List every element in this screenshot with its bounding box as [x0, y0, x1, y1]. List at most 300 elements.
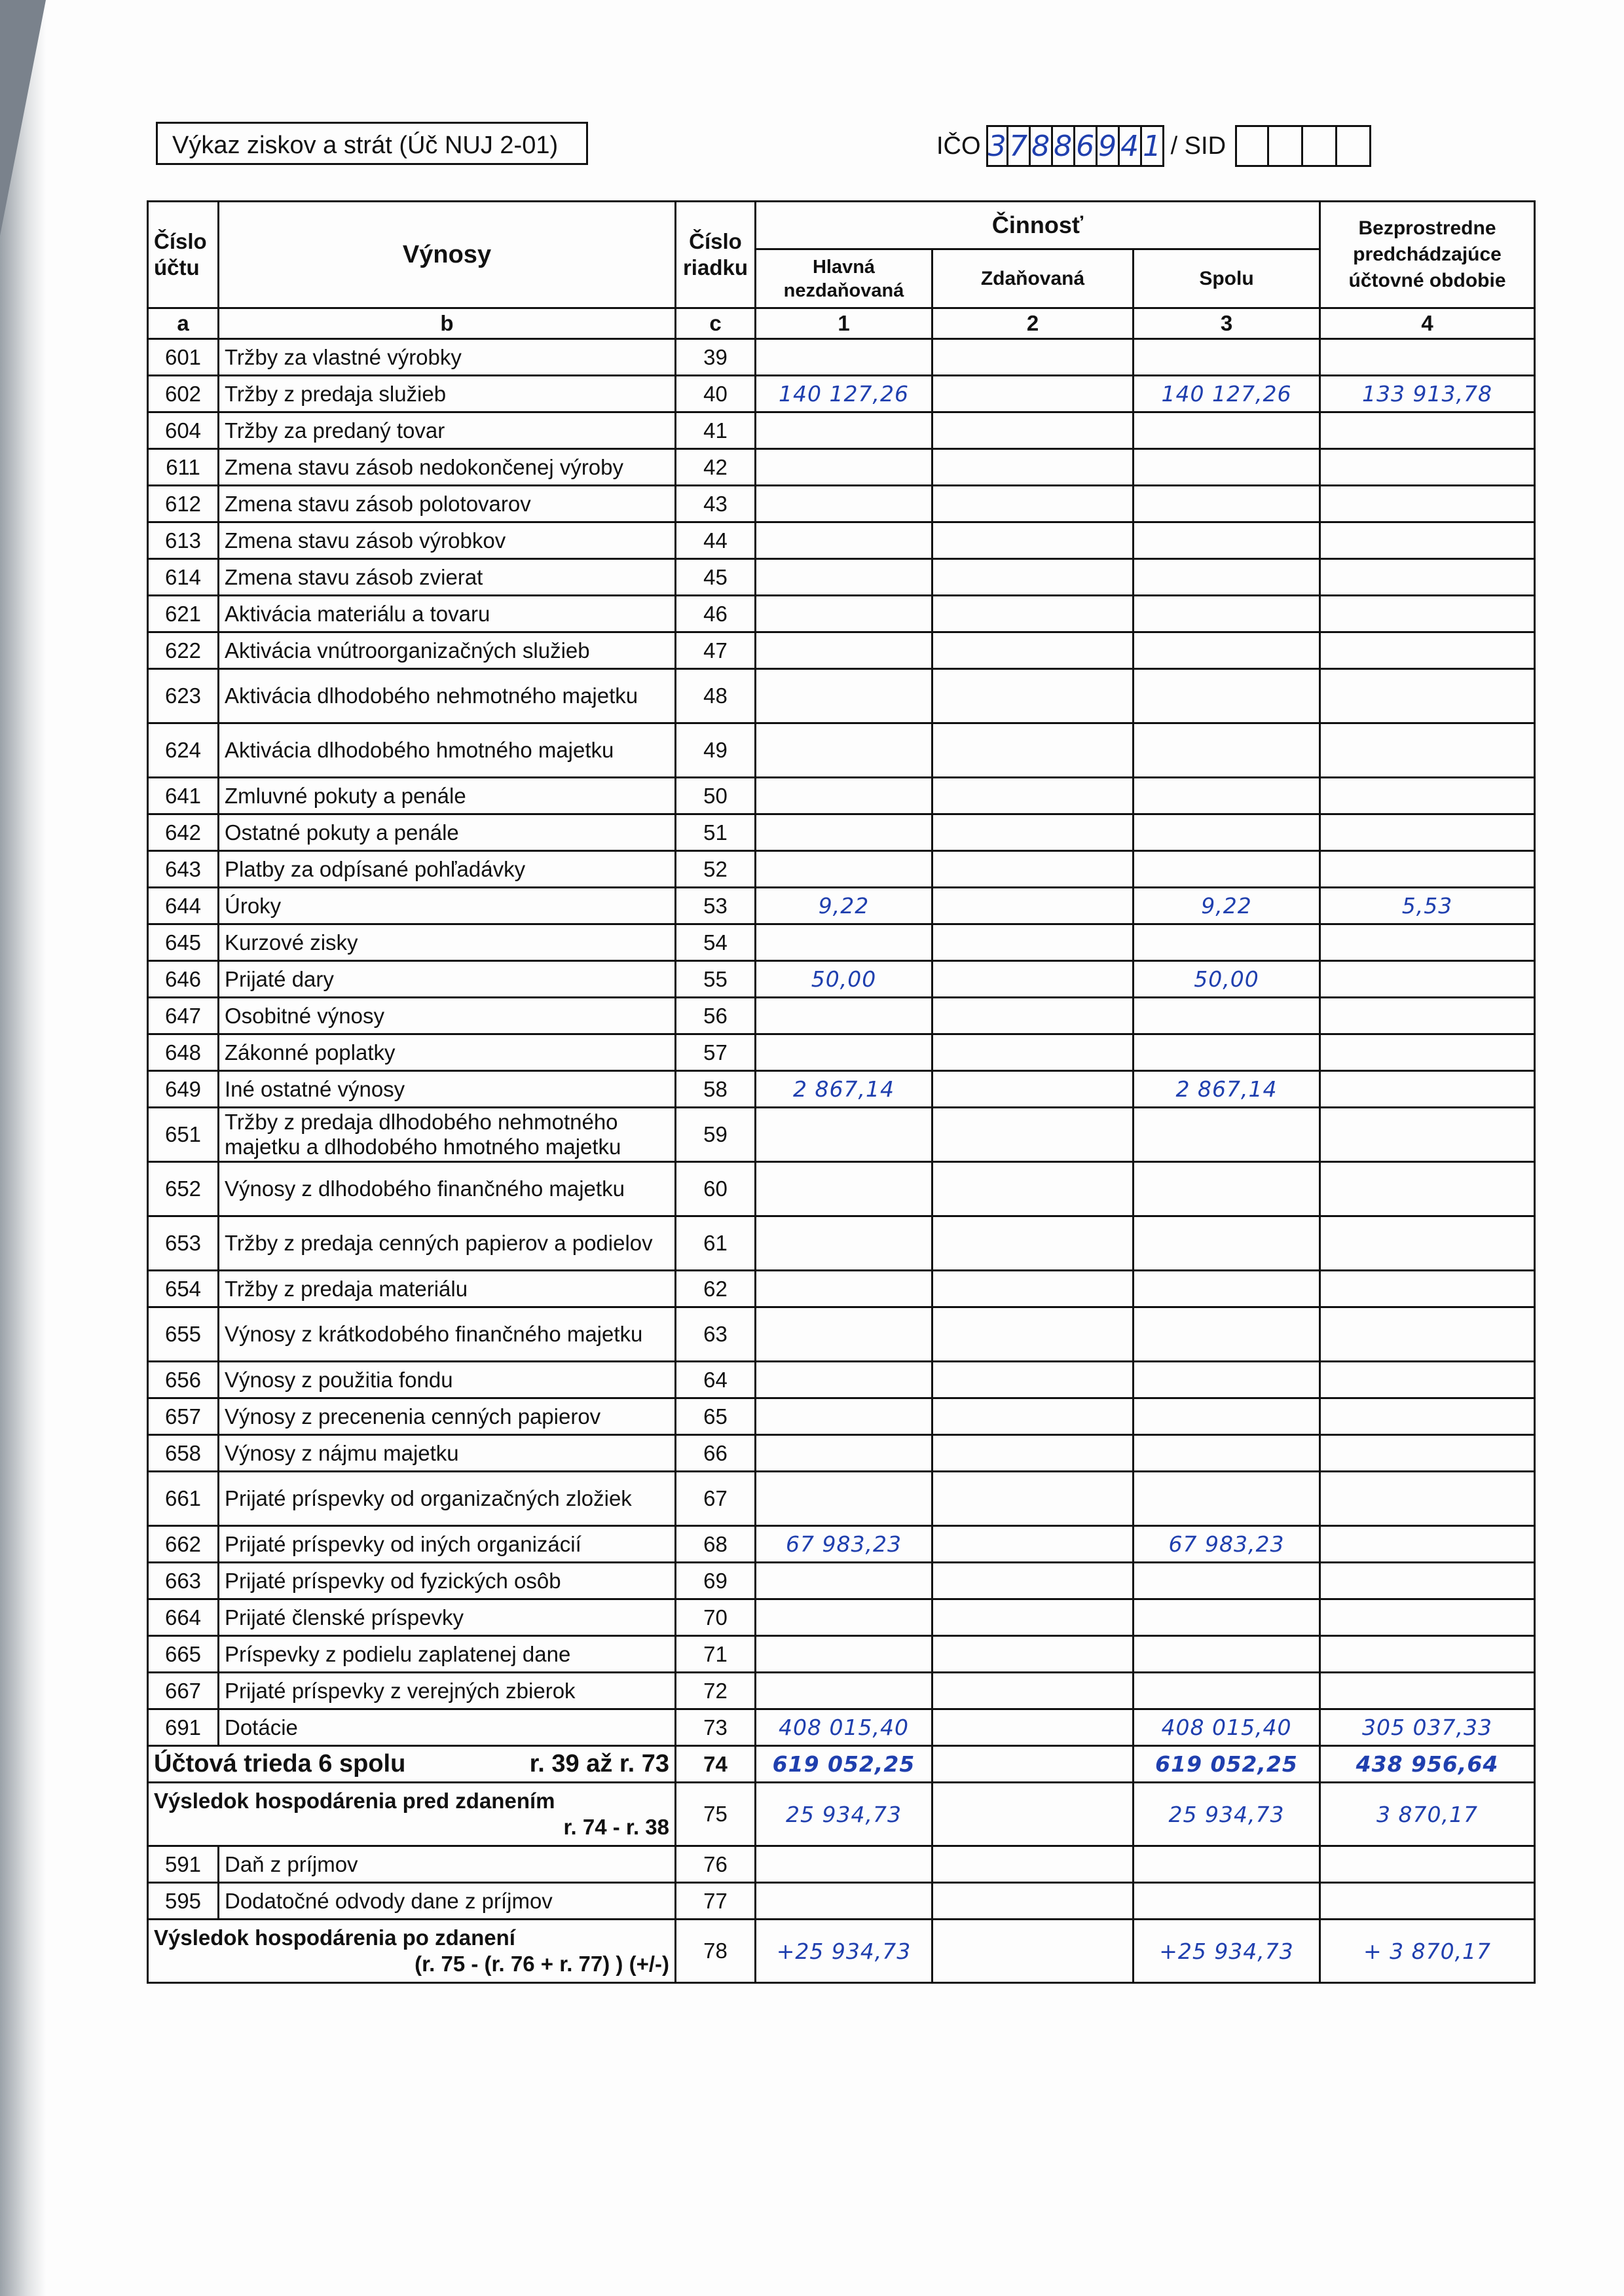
account-name: Výnosy z krátkodobého finančného majetku [219, 1307, 676, 1362]
ico-digit[interactable]: 3 [986, 125, 1008, 167]
value-col2[interactable] [932, 449, 1134, 486]
value-col4[interactable] [1320, 1071, 1535, 1108]
value-col4[interactable] [1320, 1216, 1535, 1271]
value-col1[interactable]: 619 052,25 [756, 1746, 932, 1783]
value-col3[interactable] [1134, 1034, 1320, 1071]
value-col3[interactable] [1134, 1398, 1320, 1435]
value-col3[interactable]: 25 934,73 [1134, 1783, 1320, 1846]
value-col4[interactable] [1320, 1362, 1535, 1398]
value-col1[interactable] [756, 1398, 932, 1435]
row-number: 69 [676, 1563, 756, 1599]
value-col4[interactable]: + 3 870,17 [1320, 1920, 1535, 1983]
account-name: Aktivácia dlhodobého hmotného majetku [219, 723, 676, 778]
account-number: 611 [148, 449, 219, 486]
value-col2[interactable] [932, 559, 1134, 596]
table-row [148, 1472, 1535, 1526]
value-col1[interactable] [756, 596, 932, 632]
value-col1[interactable] [756, 559, 932, 596]
account-name: Tržby z predaja cenných papierov a podielov [219, 1216, 676, 1271]
value-col1[interactable] [756, 1216, 932, 1271]
value-col4[interactable] [1320, 851, 1535, 888]
value-col4[interactable] [1320, 723, 1535, 778]
ico-digit[interactable]: 6 [1075, 125, 1098, 167]
account-name: Prijaté dary [219, 961, 676, 998]
value-col2[interactable] [932, 486, 1134, 522]
account-number: 648 [148, 1034, 219, 1071]
value-col4[interactable] [1320, 339, 1535, 376]
table-row [148, 632, 1535, 669]
value-col3[interactable]: 50,00 [1134, 961, 1320, 998]
table-row [148, 1673, 1535, 1709]
account-name: Tržby za predaný tovar [219, 412, 676, 449]
row-number: 49 [676, 723, 756, 778]
value-col2[interactable] [932, 1846, 1134, 1883]
value-col2[interactable] [932, 723, 1134, 778]
account-number: 642 [148, 814, 219, 851]
letter-c: c [676, 308, 756, 339]
value-col4[interactable]: 438 956,64 [1320, 1746, 1535, 1783]
account-name: Osobitné výnosy [219, 998, 676, 1034]
account-name: Príspevky z podielu zaplatenej dane [219, 1636, 676, 1673]
value-col4[interactable] [1320, 924, 1535, 961]
value-col2[interactable] [932, 1636, 1134, 1673]
value-col1[interactable] [756, 339, 932, 376]
table-row [148, 814, 1535, 851]
value-col2[interactable] [932, 1746, 1134, 1783]
summary-rows [148, 1746, 1535, 1983]
row-number: 60 [676, 1162, 756, 1216]
value-col1[interactable] [756, 1271, 932, 1307]
account-number: 647 [148, 998, 219, 1034]
table-row [148, 1435, 1535, 1472]
account-number: 664 [148, 1599, 219, 1636]
value-col1[interactable] [756, 814, 932, 851]
value-col3[interactable] [1134, 1307, 1320, 1362]
value-col2[interactable] [932, 1362, 1134, 1398]
table-row [148, 851, 1535, 888]
letter-a: a [148, 308, 219, 339]
value-col4[interactable] [1320, 1563, 1535, 1599]
row-number: 48 [676, 669, 756, 723]
value-col1[interactable]: 408 015,40 [756, 1709, 932, 1746]
value-col2[interactable] [932, 888, 1134, 924]
summary-row-595 [148, 1883, 1535, 1920]
table-row [148, 1563, 1535, 1599]
value-col1[interactable] [756, 632, 932, 669]
value-col3[interactable] [1134, 1563, 1320, 1599]
value-col2[interactable] [932, 998, 1134, 1034]
table-row [148, 1271, 1535, 1307]
trieda6-label: Účtová trieda 6 spolu [154, 1750, 406, 1777]
value-col2[interactable] [932, 1034, 1134, 1071]
row-number: 43 [676, 486, 756, 522]
ico-digit[interactable]: 4 [1120, 125, 1142, 167]
value-col1[interactable] [756, 778, 932, 814]
ico-digit-boxes [986, 125, 1164, 167]
value-col2[interactable] [932, 412, 1134, 449]
value-col4[interactable] [1320, 1673, 1535, 1709]
value-col3[interactable]: 408 015,40 [1134, 1709, 1320, 1746]
value-col1[interactable] [756, 998, 932, 1034]
account-number: 667 [148, 1673, 219, 1709]
table-row [148, 412, 1535, 449]
value-col4[interactable] [1320, 814, 1535, 851]
value-col3[interactable]: 619 052,25 [1134, 1746, 1320, 1783]
po-zdaneni-label: Výsledok hospodárenia po zdanení [154, 1925, 515, 1950]
value-col2[interactable] [932, 814, 1134, 851]
letter-1: 1 [756, 308, 932, 339]
value-col4[interactable] [1320, 1636, 1535, 1673]
header-cislo-uctu: Číslo účtu [148, 202, 219, 308]
row-number: 55 [676, 961, 756, 998]
value-col3[interactable] [1134, 1108, 1320, 1162]
value-col3[interactable]: +25 934,73 [1134, 1920, 1320, 1983]
header-cinnost: Činnosť [756, 202, 1320, 249]
value-col2[interactable] [932, 632, 1134, 669]
row-number: 40 [676, 376, 756, 412]
value-col3[interactable] [1134, 449, 1320, 486]
value-col3[interactable] [1134, 924, 1320, 961]
value-col1[interactable]: 9,22 [756, 888, 932, 924]
value-col1[interactable] [756, 486, 932, 522]
account-name: Prijaté členské príspevky [219, 1599, 676, 1636]
value-col2[interactable] [932, 669, 1134, 723]
account-number: 602 [148, 376, 219, 412]
value-col4[interactable]: 5,53 [1320, 888, 1535, 924]
account-name: Aktivácia vnútroorganizačných služieb [219, 632, 676, 669]
table-row [148, 559, 1535, 596]
value-col3[interactable] [1134, 596, 1320, 632]
value-col4[interactable]: 133 913,78 [1320, 376, 1535, 412]
value-col3[interactable] [1134, 1472, 1320, 1526]
value-col3[interactable] [1134, 1271, 1320, 1307]
folded-corner [0, 0, 46, 236]
account-number: 622 [148, 632, 219, 669]
ico-digit[interactable]: 8 [1053, 125, 1075, 167]
value-col2[interactable] [932, 1472, 1134, 1526]
value-col4[interactable] [1320, 1398, 1535, 1435]
table-row [148, 1362, 1535, 1398]
value-col2[interactable] [932, 1071, 1134, 1108]
value-col1[interactable] [756, 1472, 932, 1526]
row-number: 59 [676, 1108, 756, 1162]
value-col1[interactable]: 2 867,14 [756, 1071, 932, 1108]
value-col4[interactable] [1320, 449, 1535, 486]
value-col2[interactable] [932, 1526, 1134, 1563]
table-row [148, 1108, 1535, 1162]
account-name: Výnosy z precenenia cenných papierov [219, 1398, 676, 1435]
account-number: 663 [148, 1563, 219, 1599]
row-number: 76 [676, 1846, 756, 1883]
value-col4[interactable] [1320, 1526, 1535, 1563]
account-name: Zmena stavu zásob zvierat [219, 559, 676, 596]
value-col2[interactable] [932, 924, 1134, 961]
value-col3[interactable] [1134, 559, 1320, 596]
value-col4[interactable] [1320, 1599, 1535, 1636]
value-col4[interactable] [1320, 1108, 1535, 1162]
value-col1[interactable] [756, 1435, 932, 1472]
value-col3[interactable] [1134, 1846, 1320, 1883]
account-number: 651 [148, 1108, 219, 1162]
row-number: 41 [676, 412, 756, 449]
value-col1[interactable] [756, 723, 932, 778]
table-row [148, 1709, 1535, 1746]
account-name: Zmena stavu zásob polotovarov [219, 486, 676, 522]
value-col2[interactable] [932, 376, 1134, 412]
po-zdaneni-formula: (r. 75 - (r. 76 + r. 77) ) (+/-) [415, 1952, 669, 1976]
table-row [148, 1071, 1535, 1108]
value-col3[interactable]: 2 867,14 [1134, 1071, 1320, 1108]
row-number: 72 [676, 1673, 756, 1709]
value-col3[interactable]: 67 983,23 [1134, 1526, 1320, 1563]
value-col3[interactable] [1134, 1673, 1320, 1709]
row-number: 62 [676, 1271, 756, 1307]
value-col3[interactable] [1134, 1162, 1320, 1216]
value-col4[interactable] [1320, 669, 1535, 723]
value-col2[interactable] [932, 1398, 1134, 1435]
value-col1[interactable] [756, 412, 932, 449]
value-col2[interactable] [932, 1108, 1134, 1162]
value-col1[interactable] [756, 924, 932, 961]
account-number: 661 [148, 1472, 219, 1526]
table-row [148, 1162, 1535, 1216]
value-col4[interactable]: 3 870,17 [1320, 1783, 1535, 1846]
account-name: Dodatočné odvody dane z príjmov [219, 1883, 676, 1920]
value-col3[interactable] [1134, 814, 1320, 851]
value-col4[interactable] [1320, 632, 1535, 669]
form-title: Výkaz ziskov a strát (Úč NUJ 2-01) [156, 122, 588, 165]
table-row [148, 522, 1535, 559]
row-number: 67 [676, 1472, 756, 1526]
value-col3[interactable] [1134, 486, 1320, 522]
account-name: Tržby z predaja dlhodobého nehmotného majetku a dlhodobého hmotného majetku [219, 1108, 676, 1162]
account-number: 612 [148, 486, 219, 522]
value-col3[interactable] [1134, 339, 1320, 376]
ico-digit[interactable]: 8 [1031, 125, 1053, 167]
value-col2[interactable] [932, 1162, 1134, 1216]
value-col2[interactable] [932, 1783, 1134, 1846]
column-letters-row [148, 308, 1535, 339]
value-col1[interactable]: 140 127,26 [756, 376, 932, 412]
account-number: 641 [148, 778, 219, 814]
sid-box[interactable] [1337, 125, 1371, 167]
row-number: 66 [676, 1435, 756, 1472]
value-col1[interactable] [756, 522, 932, 559]
header-hlavna: Hlavná nezdaňovaná [756, 249, 932, 308]
value-col3[interactable] [1134, 632, 1320, 669]
value-col3[interactable] [1134, 412, 1320, 449]
row-number: 53 [676, 888, 756, 924]
letter-b: b [219, 308, 676, 339]
value-col2[interactable] [932, 1883, 1134, 1920]
value-col3[interactable] [1134, 998, 1320, 1034]
account-number: 658 [148, 1435, 219, 1472]
table-row [148, 961, 1535, 998]
table-row [148, 778, 1535, 814]
row-number: 51 [676, 814, 756, 851]
table-row [148, 998, 1535, 1034]
value-col3[interactable] [1134, 522, 1320, 559]
value-col1[interactable] [756, 1162, 932, 1216]
row-number: 47 [676, 632, 756, 669]
account-number: 643 [148, 851, 219, 888]
value-col3[interactable] [1134, 1362, 1320, 1398]
value-col3[interactable] [1134, 1435, 1320, 1472]
account-name: Prijaté príspevky od organizačných zložiek [219, 1472, 676, 1526]
value-col3[interactable] [1134, 1599, 1320, 1636]
value-col3[interactable] [1134, 1883, 1320, 1920]
value-col4[interactable] [1320, 1472, 1535, 1526]
value-col2[interactable] [932, 1307, 1134, 1362]
account-name: Výnosy z nájmu majetku [219, 1435, 676, 1472]
ico-digit[interactable]: 1 [1142, 125, 1164, 167]
value-col1[interactable] [756, 449, 932, 486]
value-col3[interactable]: 9,22 [1134, 888, 1320, 924]
row-number: 75 [676, 1783, 756, 1846]
value-col4[interactable] [1320, 1307, 1535, 1362]
value-col1[interactable] [756, 1636, 932, 1673]
value-col4[interactable] [1320, 1162, 1535, 1216]
account-number: 654 [148, 1271, 219, 1307]
scan-shadow-edge [0, 0, 46, 2296]
account-number: 645 [148, 924, 219, 961]
value-col4[interactable] [1320, 522, 1535, 559]
value-col3[interactable] [1134, 669, 1320, 723]
value-col2[interactable] [932, 1216, 1134, 1271]
row-number: 54 [676, 924, 756, 961]
value-col2[interactable] [932, 778, 1134, 814]
value-col1[interactable]: 50,00 [756, 961, 932, 998]
sid-box[interactable] [1303, 125, 1337, 167]
value-col1[interactable] [756, 1362, 932, 1398]
value-col4[interactable] [1320, 1034, 1535, 1071]
sid-box[interactable] [1235, 125, 1269, 167]
trieda6-label-cell [148, 1746, 676, 1783]
account-number: 601 [148, 339, 219, 376]
value-col3[interactable] [1134, 778, 1320, 814]
row-number: 39 [676, 339, 756, 376]
row-number: 46 [676, 596, 756, 632]
account-name: Zmena stavu zásob nedokončenej výroby [219, 449, 676, 486]
value-col2[interactable] [932, 339, 1134, 376]
row-number: 68 [676, 1526, 756, 1563]
table-row [148, 1398, 1535, 1435]
ico-digit[interactable]: 9 [1098, 125, 1120, 167]
summary-row-po-zdaneni [148, 1920, 1535, 1983]
row-number: 78 [676, 1920, 756, 1983]
value-col4[interactable] [1320, 559, 1535, 596]
value-col4[interactable] [1320, 1883, 1535, 1920]
account-number: 623 [148, 669, 219, 723]
value-col4[interactable] [1320, 596, 1535, 632]
table-row [148, 1216, 1535, 1271]
table-row [148, 924, 1535, 961]
value-col2[interactable] [932, 1563, 1134, 1599]
value-col2[interactable] [932, 1709, 1134, 1746]
account-number: 657 [148, 1398, 219, 1435]
value-col2[interactable] [932, 1271, 1134, 1307]
row-number: 44 [676, 522, 756, 559]
value-col1[interactable] [756, 1108, 932, 1162]
value-col1[interactable]: 25 934,73 [756, 1783, 932, 1846]
value-col4[interactable] [1320, 1846, 1535, 1883]
account-name: Prijaté príspevky z verejných zbierok [219, 1673, 676, 1709]
table-row [148, 1034, 1535, 1071]
value-col2[interactable] [932, 1920, 1134, 1983]
letter-2: 2 [932, 308, 1134, 339]
summary-row-591 [148, 1846, 1535, 1883]
sid-box[interactable] [1269, 125, 1303, 167]
value-col2[interactable] [932, 1435, 1134, 1472]
account-name: Kurzové zisky [219, 924, 676, 961]
value-col4[interactable] [1320, 412, 1535, 449]
value-col3[interactable] [1134, 723, 1320, 778]
header-vynosy: Výnosy [219, 202, 676, 308]
value-col4[interactable] [1320, 486, 1535, 522]
value-col4[interactable] [1320, 998, 1535, 1034]
trieda6-range: r. 39 až r. 73 [529, 1750, 669, 1777]
account-name: Iné ostatné výnosy [219, 1071, 676, 1108]
value-col1[interactable] [756, 1846, 932, 1883]
header-bezprostredne: Bezprostredne predchádzajúce účtovné obdobie [1320, 202, 1535, 308]
row-number: 50 [676, 778, 756, 814]
value-col1[interactable] [756, 1307, 932, 1362]
row-number: 63 [676, 1307, 756, 1362]
account-number: 644 [148, 888, 219, 924]
ico-digit[interactable]: 7 [1008, 125, 1031, 167]
table-row [148, 486, 1535, 522]
table-row [148, 1526, 1535, 1563]
value-col2[interactable] [932, 1673, 1134, 1709]
account-number: 646 [148, 961, 219, 998]
value-col1[interactable] [756, 1883, 932, 1920]
value-col3[interactable] [1134, 1636, 1320, 1673]
row-number: 74 [676, 1746, 756, 1783]
value-col1[interactable]: +25 934,73 [756, 1920, 932, 1983]
account-name: Výnosy z dlhodobého finančného majetku [219, 1162, 676, 1216]
account-number: 665 [148, 1636, 219, 1673]
value-col2[interactable] [932, 1599, 1134, 1636]
summary-row-trieda6 [148, 1746, 1535, 1783]
value-col1[interactable]: 67 983,23 [756, 1526, 932, 1563]
value-col4[interactable] [1320, 778, 1535, 814]
value-col1[interactable] [756, 1034, 932, 1071]
value-col1[interactable] [756, 669, 932, 723]
value-col1[interactable] [756, 851, 932, 888]
letter-3: 3 [1134, 308, 1320, 339]
value-col2[interactable] [932, 851, 1134, 888]
value-col2[interactable] [932, 522, 1134, 559]
value-col4[interactable] [1320, 1435, 1535, 1472]
account-name: Tržby z predaja služieb [219, 376, 676, 412]
value-col3[interactable] [1134, 851, 1320, 888]
value-col2[interactable] [932, 961, 1134, 998]
row-number: 42 [676, 449, 756, 486]
value-col2[interactable] [932, 596, 1134, 632]
value-col3[interactable]: 140 127,26 [1134, 376, 1320, 412]
value-col1[interactable] [756, 1673, 932, 1709]
value-col3[interactable] [1134, 1216, 1320, 1271]
pred-zdanenim-formula: r. 74 - r. 38 [563, 1815, 669, 1839]
value-col4[interactable] [1320, 961, 1535, 998]
value-col1[interactable] [756, 1599, 932, 1636]
row-number: 58 [676, 1071, 756, 1108]
value-col4[interactable] [1320, 1271, 1535, 1307]
table-row [148, 1636, 1535, 1673]
header-cislo-riadku: Číslo riadku [676, 202, 756, 308]
value-col1[interactable] [756, 1563, 932, 1599]
value-col4[interactable]: 305 037,33 [1320, 1709, 1535, 1746]
